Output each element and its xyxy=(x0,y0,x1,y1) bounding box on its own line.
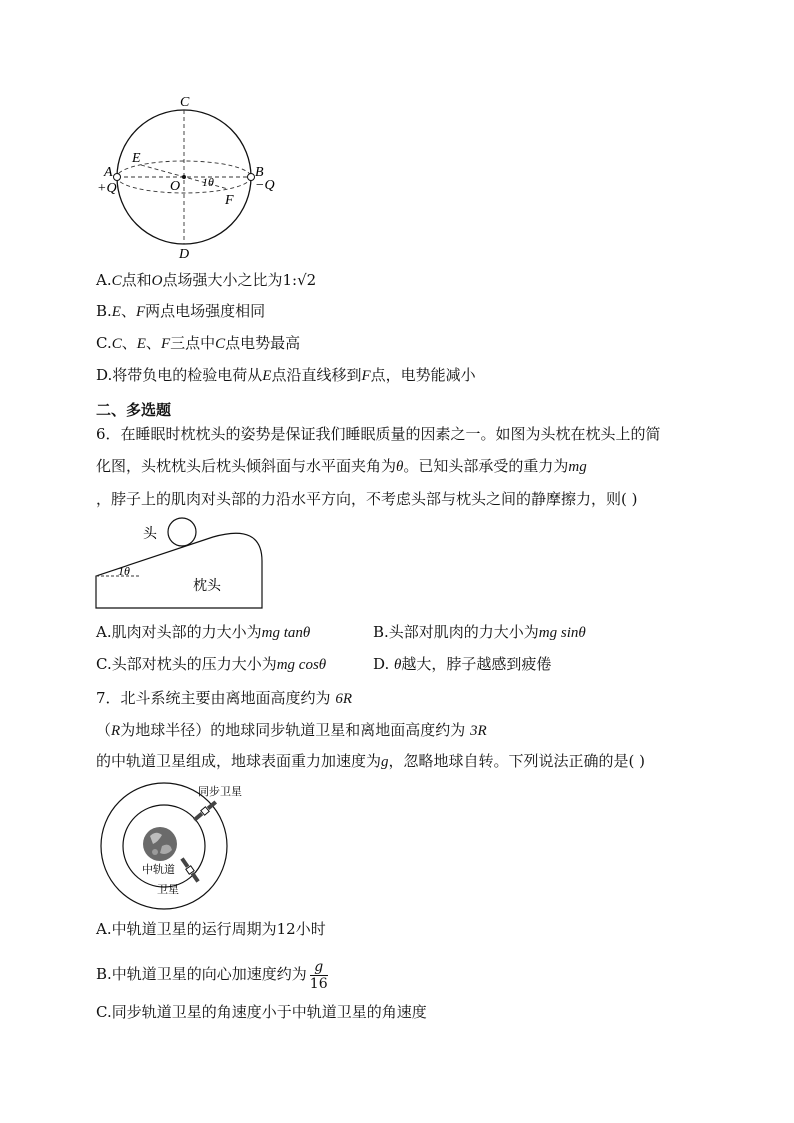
q7-stem-line1: 7．北斗系统主要由离地面高度约为 6R xyxy=(96,689,352,707)
q6-option-c: C.头部对枕头的压力大小为mg cosθ xyxy=(96,655,327,673)
label-c: C xyxy=(180,95,190,110)
q7-stem-line3: 的中轨道卫星组成，地球表面重力加速度为g，忽略地球自转。下列说法正确的是( ) xyxy=(96,752,645,770)
label-f: F xyxy=(225,193,234,208)
label-angle: 1θ xyxy=(202,175,214,189)
q5-option-b: B.E、F两点电场强度相同 xyxy=(96,302,266,320)
pillow-figure xyxy=(95,515,270,615)
charge-b xyxy=(248,174,255,181)
label-o: O xyxy=(170,179,181,194)
q7-option-b: B.中轨道卫星的向心加速度约为 $\frac{g}{16}$ xyxy=(96,958,328,992)
label-plus-q: +Q xyxy=(97,181,117,196)
orbit-figure xyxy=(98,782,258,907)
q7-option-c: C.同步轨道卫星的角速度小于中轨道卫星的角速度 xyxy=(96,1003,427,1021)
label-mid-orbit-line2: 卫星 xyxy=(157,884,179,896)
label-b: B xyxy=(255,165,264,180)
charge-a xyxy=(114,174,121,181)
label-minus-q: −Q xyxy=(255,178,275,193)
center-point xyxy=(182,175,186,179)
q6-stem-line2: 化图，头枕枕头后枕头倾斜面与水平面夹角为θ。已知头部承受的重力为mg xyxy=(96,457,587,475)
label-sync-satellite: 同步卫星 xyxy=(198,786,242,798)
sphere-charge-figure xyxy=(95,92,285,262)
q5-option-c: C.C、E、F三点中C点电势最高 xyxy=(96,334,301,352)
label-head: 头 xyxy=(143,527,157,542)
label-e: E xyxy=(132,151,141,166)
sync-satellite-icon xyxy=(192,800,217,823)
label-mid-orbit-line1: 中轨道 xyxy=(142,864,175,876)
earth-icon xyxy=(143,827,177,861)
q5-option-a: A.C点和O点场强大小之比为1:√2 xyxy=(96,271,317,289)
section-heading: 二、多选题 xyxy=(96,401,172,419)
fraction-g-over-16: $\frac{g}{16}$ xyxy=(309,958,328,992)
label-d: D xyxy=(179,247,190,262)
q7-stem-line2: （R为地球半径）的地球同步轨道卫星和离地面高度约为 3R xyxy=(96,721,487,739)
q6-option-d: D. θ越大，脖子越感到疲倦 xyxy=(373,655,552,673)
q6-option-b: B.头部对肌肉的力大小为mg sinθ xyxy=(373,623,586,641)
q5-option-d: D.将带负电的检验电荷从E点沿直线移到F点，电势能减小 xyxy=(96,366,476,384)
q6-stem-line3: ，脖子上的肌肉对头部的力沿水平方向，不考虑头部与枕头之间的静摩擦力，则( ) xyxy=(96,490,638,508)
label-pillow: 枕头 xyxy=(193,579,221,594)
label-angle-theta: 1θ xyxy=(118,564,130,578)
label-a: A xyxy=(104,165,113,180)
head-circle xyxy=(168,518,196,546)
q6-stem-line1: 6．在睡眠时枕枕头的姿势是保证我们睡眠质量的因素之一。如图为头枕在枕头上的简 xyxy=(96,425,661,443)
q7-option-a: A.中轨道卫星的运行周期为12小时 xyxy=(96,920,326,938)
q6-option-a: A.肌肉对头部的力大小为mg tanθ xyxy=(96,623,311,641)
